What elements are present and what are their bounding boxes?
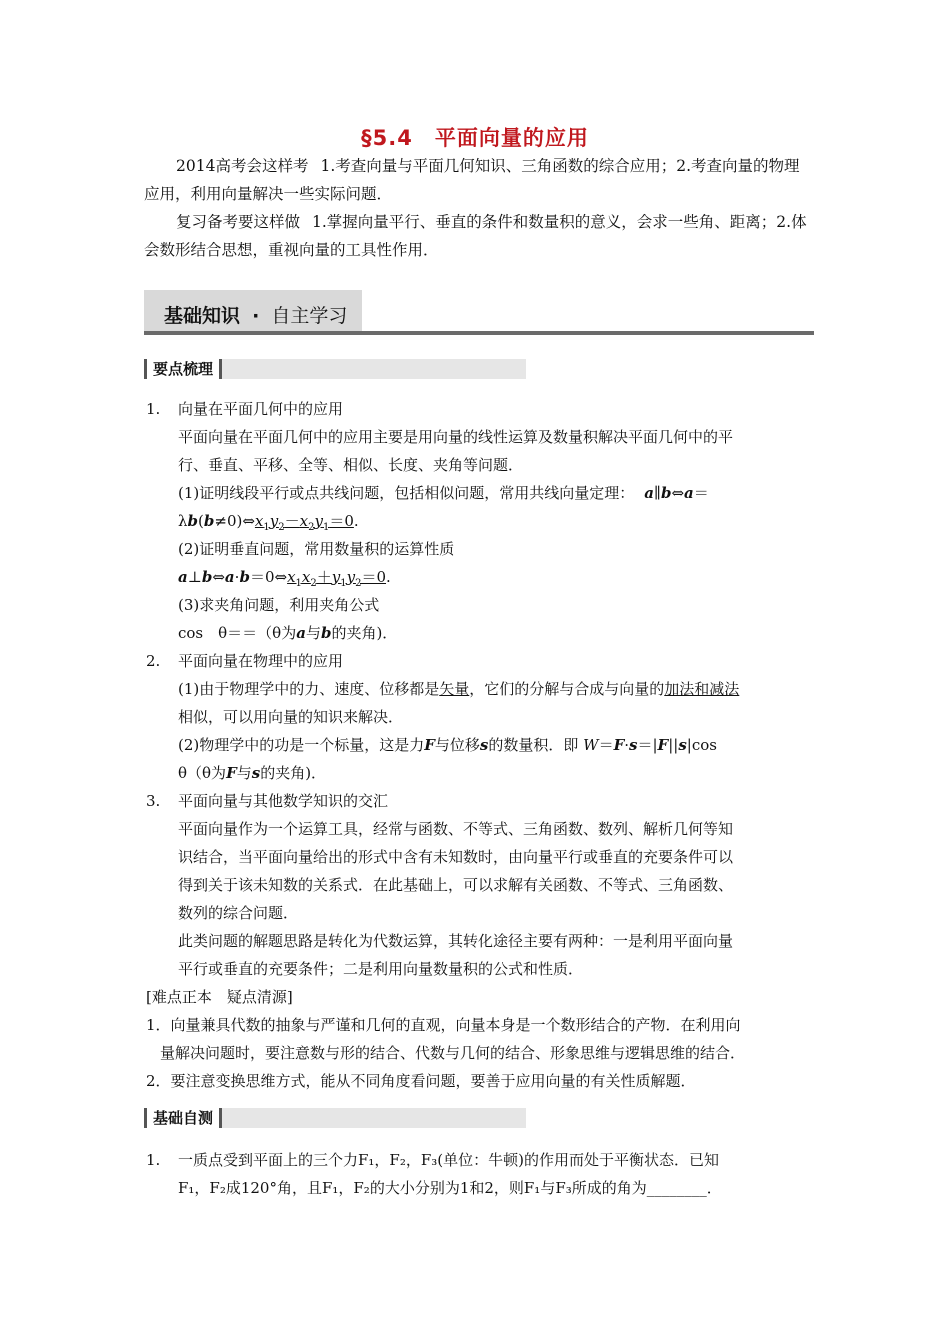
section-label: 基础自测	[144, 1108, 222, 1128]
page-title: §5.4 平面向量的应用	[361, 126, 589, 150]
point-3-line-3: 得到关于该未知数的关系式．在此基础上，可以求解有关函数、不等式、三角函数、	[178, 876, 734, 894]
point-1-body-1: 平面向量在平面几何中的应用主要是用向量的线性运算及数量积解决平面几何中的平	[178, 428, 734, 446]
section-banner	[144, 290, 814, 336]
point-2-title: 平面向量在物理中的应用	[178, 652, 344, 670]
banner-rule	[144, 331, 814, 335]
point-1-body-2: 行、垂直、平移、全等、相似、长度、夹角等问题．	[178, 456, 524, 474]
difficult-2: 2．要注意变换思维方式，能从不同角度看问题，要善于应用向量的有关性质解题．	[146, 1072, 696, 1090]
point-1-number: 1.	[146, 400, 161, 418]
point-3-line-2: 识结合，当平面向量给出的形式中含有未知数时，由向量平行或垂直的充要条件可以	[178, 848, 734, 866]
section-label: 要点梳理	[144, 359, 222, 379]
point-3-number: 3.	[146, 792, 161, 810]
parallel-formula-start: a∥b⇔a＝	[644, 484, 709, 502]
point-2-item-1-cont: 相似，可以用向量的知识来解决．	[178, 708, 404, 726]
add-subtract-term: 加法和减法	[664, 680, 740, 698]
point-2-item-2: (2)物理学中的功是一个标量，这是力F与位移s的数量积．即 W＝F·s＝|F||s|cos	[178, 736, 717, 754]
exercise-line-1: 一质点受到平面上的三个力F₁，F₂，F₃(单位：牛顿)的作用而处于平衡状态．已知	[178, 1151, 719, 1169]
point-2-number: 2.	[146, 652, 161, 670]
perpendicular-formula: $a\perp b\Leftrightarrow a\cdot b=0\Leftrightarrow x_1x_2+y_1y_2=0$.	[178, 568, 391, 589]
point-3-title: 平面向量与其他数学知识的交汇	[178, 792, 389, 810]
work-formula-cont: θ（θ为F与s的夹角)．	[178, 764, 327, 782]
banner-main: 基础知识	[164, 305, 241, 327]
exercise-number: 1.	[146, 1151, 161, 1169]
point-1-title: 向量在平面几何中的应用	[178, 400, 344, 418]
exercise-line-2: F₁，F₂成120°角，且F₁，F₂的大小分别为1和2，则F₁与F₃所成的角为________．	[178, 1179, 722, 1197]
difficult-heading: [难点正本 疑点清源]	[146, 988, 293, 1006]
difficult-1-line-1: 1．向量兼具代数的抽象与严谨和几何的直观，向量本身是一个数形结合的产物．在利用向	[146, 1016, 741, 1034]
point-3-line-4: 数列的综合问题．	[178, 904, 299, 922]
point-2-item-1-a: (1)由于物理学中的力、速度、位移都是	[178, 680, 440, 698]
section-self-test	[144, 1108, 526, 1128]
vector-term: 矢量	[439, 680, 470, 698]
difficult-1-line-2: 量解决问题时，要注意数与形的结合、代数与几何的结合、形象思维与逻辑思维的结合．	[160, 1044, 746, 1062]
exam-paragraph	[144, 152, 808, 208]
point-3-line-1: 平面向量作为一个运算工具，经常与函数、不等式、三角函数、数列、解析几何等知	[178, 820, 734, 838]
review-paragraph	[144, 208, 808, 264]
exam-text: 1.考查向量与平面几何知识、三角函数的综合应用；2.考查向量的物理应用，利用向量解决一些实际问题．	[144, 157, 800, 203]
angle-formula: cos θ＝＝（θ为a与b的夹角)．	[178, 624, 398, 642]
exam-label: 2014高考会这样考	[176, 157, 309, 175]
point-1-item-1	[178, 483, 709, 503]
banner-dot: ·	[252, 305, 260, 327]
point-1-item-1-text: (1)证明线段平行或点共线问题，包括相似问题，常用共线向量定理：	[178, 484, 635, 502]
point-2-item-2-text: (2)物理学中的功是一个标量，这是力	[178, 736, 425, 754]
point-1-item-3: (3)求夹角问题，利用夹角公式	[178, 596, 380, 614]
banner-text	[164, 301, 347, 328]
section-key-points	[144, 359, 526, 379]
point-2-item-1	[178, 679, 739, 699]
point-1-item-2: (2)证明垂直问题，常用数量积的运算性质	[178, 540, 455, 558]
parallel-formula: $\lambda b(b\ne 0)\Leftrightarrow x_1y_2-x_2y_1=0$.	[178, 512, 359, 533]
review-label: 复习备考要这样做	[176, 213, 301, 231]
banner-sub: 自主学习	[271, 305, 348, 327]
point-3-line-5: 此类问题的解题思路是转化为代数运算，其转化途径主要有两种：一是利用平面向量	[178, 932, 734, 950]
review-text: 1.掌握向量平行、垂直的条件和数量积的意义，会求一些角、距离；2.体会数形结合思想，重视向量的工具性作用．	[144, 213, 807, 259]
point-3-line-6: 平行或垂直的充要条件；二是利用向量数量积的公式和性质．	[178, 960, 584, 978]
point-2-item-1-c: ，它们的分解与合成与向量的	[469, 680, 665, 698]
